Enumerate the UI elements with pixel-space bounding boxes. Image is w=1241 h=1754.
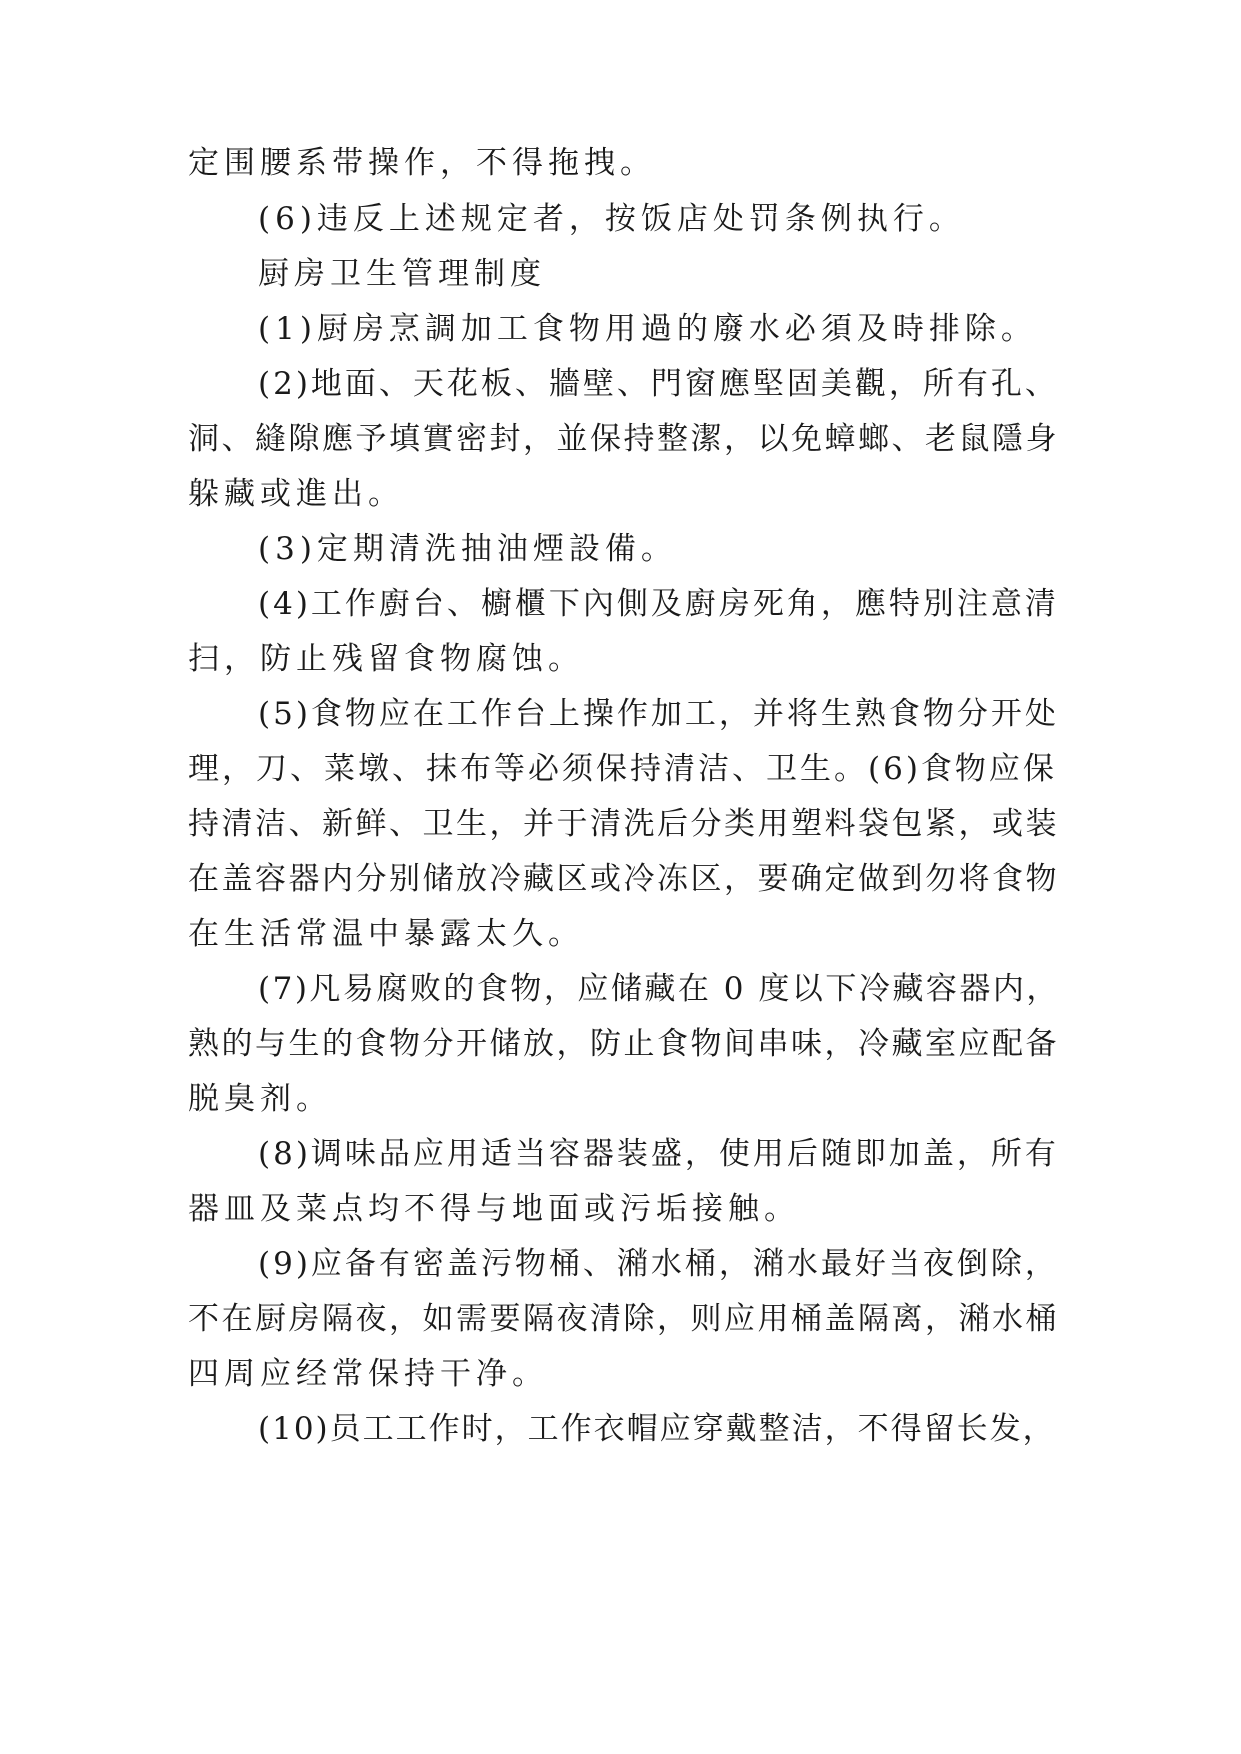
- text-line: 不在厨房隔夜，如需要隔夜清除，则应用桶盖隔离，潲水桶: [188, 1301, 1059, 1337]
- text-line: (4)工作廚台、櫥櫃下內側及廚房死角，應特別注意清: [258, 586, 1059, 622]
- text-line: 躲藏或進出。: [188, 476, 404, 512]
- text-line: 熟的与生的食物分开储放，防止食物间串味，冷藏室应配备: [188, 1026, 1059, 1062]
- text-line: 在盖容器内分别储放冷藏区或冷冻区，要确定做到勿将食物: [188, 861, 1059, 897]
- text-line: (6)违反上述规定者，按饭店处罚条例执行。: [258, 201, 965, 237]
- text-line: 扫，防止残留食物腐蚀。: [188, 641, 584, 677]
- text-line: (5)食物应在工作台上操作加工，并将生熟食物分开处: [258, 696, 1059, 732]
- text-line: 定围腰系带操作，不得拖拽。: [188, 145, 656, 181]
- section-heading: 厨房卫生管理制度: [258, 256, 546, 292]
- text-line: 洞、縫隙應予填實密封，並保持整潔，以免蟑螂、老鼠隱身: [188, 421, 1059, 457]
- text-line: (1)厨房烹調加工食物用過的廢水必須及時排除。: [258, 311, 1037, 347]
- text-line: 脱臭剂。: [188, 1081, 332, 1117]
- text-line: 理，刀、菜墩、抹布等必须保持清洁、卫生。(6)食物应保: [188, 751, 1057, 787]
- text-line: (7)凡易腐败的食物，应储藏在 0 度以下冷藏容器内，: [258, 971, 1060, 1007]
- text-line: 器皿及菜点均不得与地面或污垢接触。: [188, 1191, 800, 1227]
- text-line: 在生活常温中暴露太久。: [188, 916, 584, 952]
- text-line: (2)地面、天花板、牆壁、門窗應堅固美觀，所有孔、: [258, 366, 1059, 402]
- text-line: (10)员工工作时，工作衣帽应穿戴整洁，不得留长发，: [258, 1411, 1056, 1447]
- text-line: 四周应经常保持干净。: [188, 1356, 548, 1392]
- text-line: (3)定期清洗抽油煙設備。: [258, 531, 677, 567]
- text-line: 持清洁、新鲜、卫生，并于清洗后分类用塑料袋包紧，或装: [188, 806, 1059, 842]
- text-line: (9)应备有密盖污物桶、潲水桶，潲水最好当夜倒除，: [258, 1246, 1059, 1282]
- text-line: (8)调味品应用适当容器装盛，使用后随即加盖，所有: [258, 1136, 1059, 1172]
